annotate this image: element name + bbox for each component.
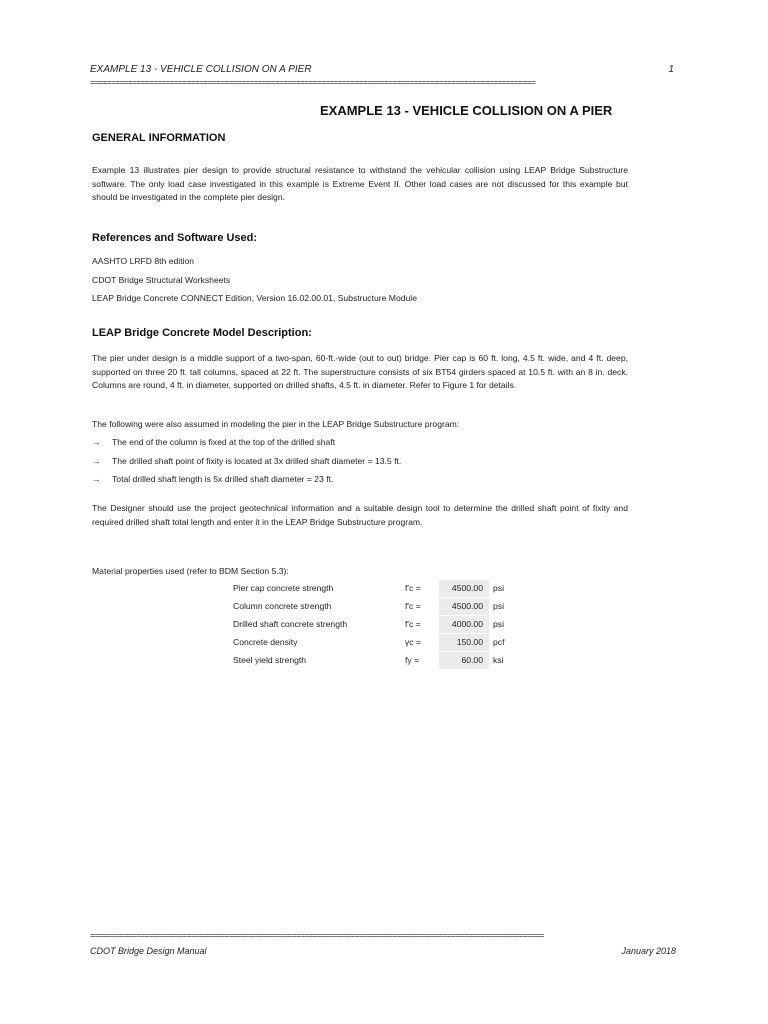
materials-table (92, 580, 628, 675)
general-heading: GENERAL INFORMATION (92, 132, 226, 144)
material-value-cell (439, 580, 489, 597)
references-heading: References and Software Used: (92, 232, 258, 244)
arrow-icon: → (92, 437, 101, 447)
running-footer (90, 946, 676, 956)
material-label: Concrete density (233, 637, 298, 647)
material-value: 150.00 (456, 637, 483, 647)
material-row (92, 580, 628, 598)
header-rule: ========================================================================================================== (90, 80, 536, 88)
material-value-cell (439, 616, 489, 633)
material-symbol: γc = (405, 637, 421, 647)
material-value: 4500.00 (451, 583, 483, 593)
general-paragraph: Example 13 illustrates pier design to provide structural resistance to withstand the vehicular collision using LEAP Bridge Substructure software. The only load case investigated in this example is Extreme Event II. Other load cases are not discussed for this example but should be investigated in the complete pier design. (92, 165, 628, 202)
material-symbol: f'c = (405, 583, 421, 593)
material-symbol: f'c = (405, 601, 421, 611)
material-row (92, 652, 628, 670)
assumption-text: The drilled shaft point of fixity is located at 3x drilled shaft diameter = 13.5 ft. (112, 456, 402, 466)
material-label: Drilled shaft concrete strength (233, 619, 348, 629)
material-value-cell (439, 652, 489, 669)
page-title: EXAMPLE 13 - VEHICLE COLLISION ON A PIER (320, 103, 613, 118)
reference-item: CDOT Bridge Structural Worksheets (92, 275, 231, 285)
model-heading: LEAP Bridge Concrete Model Description: (92, 327, 312, 339)
reference-item: LEAP Bridge Concrete CONNECT Edition, Version 16.02.00.01, Substructure Module (92, 293, 417, 303)
material-symbol: fy = (405, 655, 420, 665)
material-row (92, 598, 628, 616)
footer-rule: ============================================================================================================ (90, 933, 544, 941)
material-label: Steel yield strength (233, 655, 307, 665)
running-title: EXAMPLE 13 - VEHICLE COLLISION ON A PIER (90, 64, 312, 75)
material-unit: ksi (493, 655, 504, 665)
material-unit: psi (493, 601, 504, 611)
reference-item: AASHTO LRFD 8th edition (92, 256, 195, 266)
material-unit: pcf (493, 637, 505, 647)
material-unit: psi (493, 583, 504, 593)
material-value: 60.00 (461, 655, 483, 665)
arrow-icon: → (92, 474, 101, 484)
material-row (92, 634, 628, 652)
material-value: 4500.00 (451, 601, 483, 611)
assumption-text: Total drilled shaft length is 5x drilled shaft diameter = 23 ft. (112, 474, 334, 484)
model-paragraph: The pier under design is a middle support of a two-span, 60-ft.-wide (out to out) bridge. Pier cap is 60 ft. long, 4.5 ft. wide, and 4 ft. deep, supported on three 20 ft. tall columns, spaced at 22 ft. The superstructure consists of six BT54 girders spaced at 10.5 ft. with an 8 in. deck. Columns are round, 4 ft. in diameter, supported on drilled shafts, 4.5 ft. in diameter. Refer to Figure 1 for details. (92, 353, 628, 390)
assumption-text: The end of the column is fixed at the top of the drilled shaft (112, 437, 336, 447)
footer-date: January 2018 (621, 946, 676, 956)
material-row (92, 616, 628, 634)
assumption-item (92, 474, 333, 484)
material-label: Pier cap concrete strength (233, 583, 334, 593)
running-header (90, 64, 674, 75)
material-unit: psi (493, 619, 504, 629)
footer-manual-name: CDOT Bridge Design Manual (90, 946, 207, 956)
arrow-icon: → (92, 456, 101, 466)
designer-note: The Designer should use the project geotechnical information and a suitable design tool to determine the drilled shaft point of fixity and required drilled shaft total length and enter it in the LEAP Bridge Substructure program. (92, 503, 628, 527)
assumption-item (92, 456, 401, 466)
material-value-cell (439, 598, 489, 615)
page-number: 1 (668, 64, 674, 75)
materials-intro: Material properties used (refer to BDM Section 5.3): (92, 566, 289, 576)
material-value: 4000.00 (451, 619, 483, 629)
material-label: Column concrete strength (233, 601, 332, 611)
material-symbol: f'c = (405, 619, 421, 629)
material-value-cell (439, 634, 489, 651)
assumption-item (92, 437, 335, 447)
assumptions-intro: The following were also assumed in modeling the pier in the LEAP Bridge Substructure program: (92, 419, 460, 429)
